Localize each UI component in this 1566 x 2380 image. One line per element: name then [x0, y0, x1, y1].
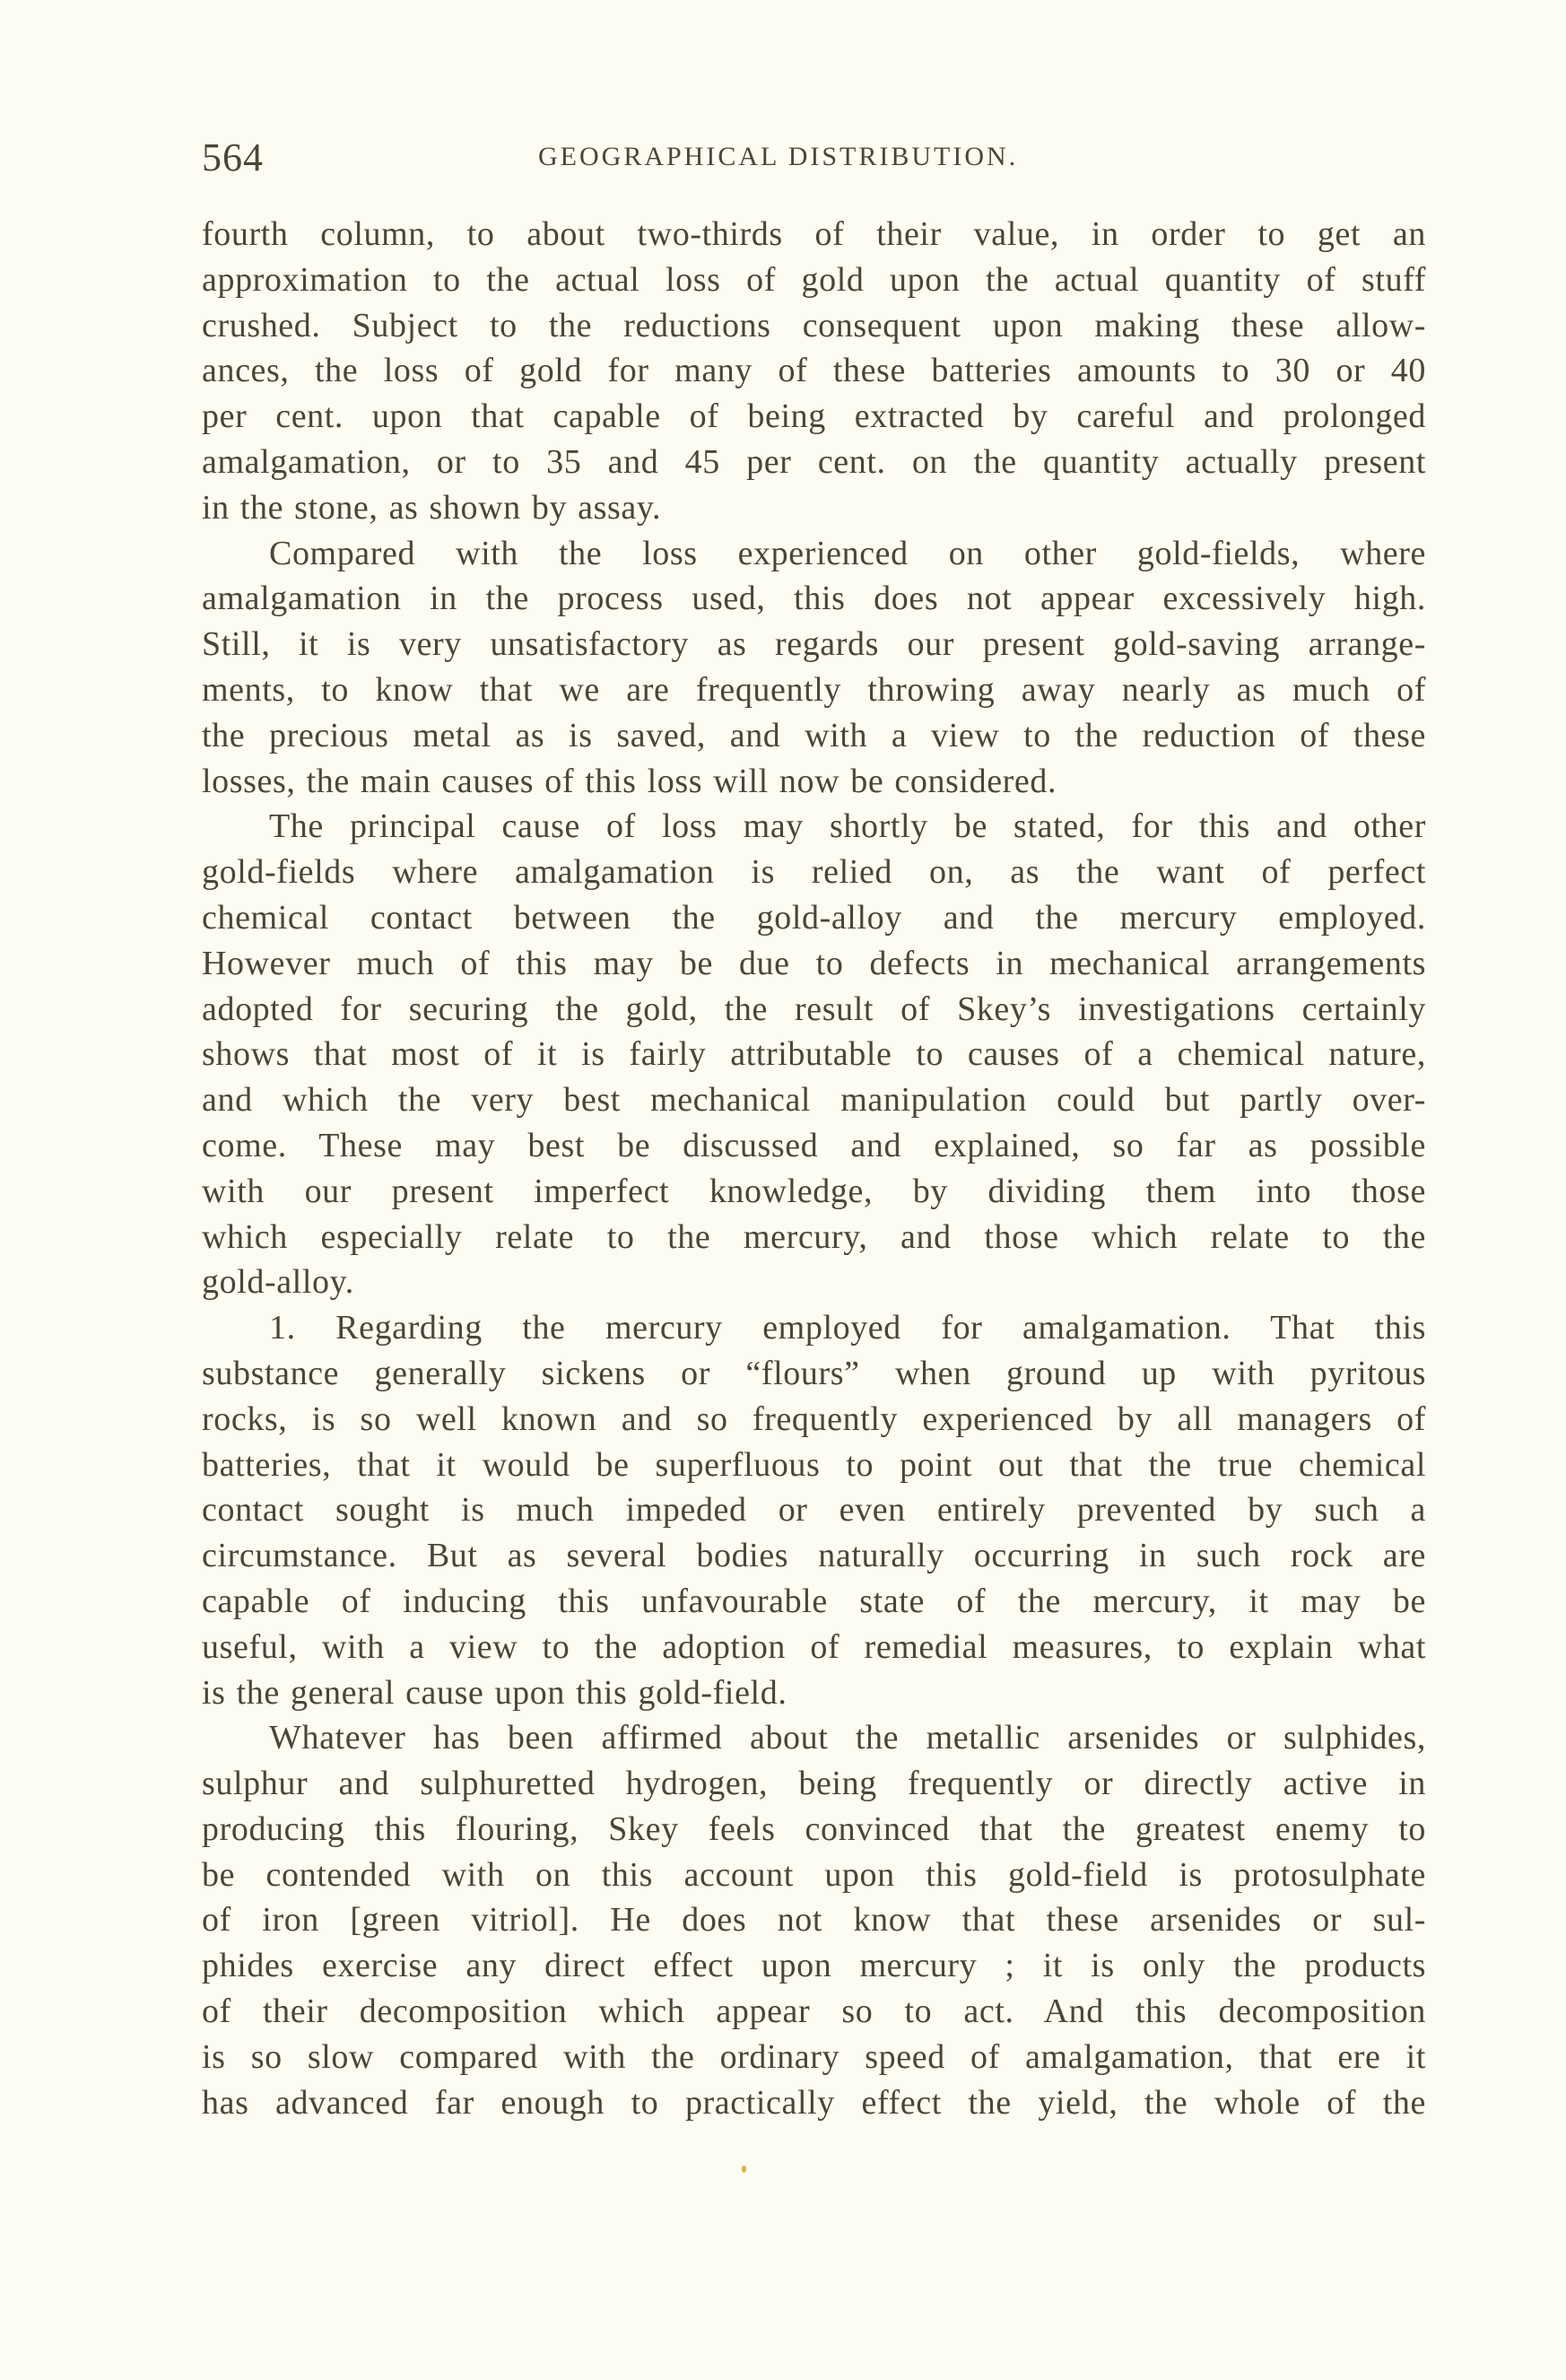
text-line: and which the very best mechanical manipulation could but partly over- — [202, 1081, 1426, 1120]
text-line: fourth column, to about two-thirds of their value, in order to get an — [202, 215, 1426, 253]
text-line: approximation to the actual loss of gold upon the actual quantity of stuff — [202, 260, 1426, 299]
text-line: crushed. Subject to the reductions consequent upon making these allow- — [202, 306, 1426, 344]
paragraph — [202, 804, 1426, 1305]
text-line: the precious metal as is saved, and with a view to the reduction of these — [202, 716, 1426, 754]
text-line: Compared with the loss experienced on other gold-fields, where — [269, 534, 1426, 572]
paper-stain — [742, 2166, 746, 2173]
text-line: ments, to know that we are frequently throwing away nearly as much of — [202, 670, 1426, 709]
page-header — [202, 135, 1426, 188]
text-line: producing this flouring, Skey feels convinced that the greatest enemy to — [202, 1809, 1426, 1848]
text-line: The principal cause of loss may shortly be stated, for this and other — [269, 807, 1426, 846]
text-line: of iron [green vitriol]. He does not know that these arsenides or sul- — [202, 1901, 1426, 1940]
text-line: which especially relate to the mercury, and those which relate to the — [202, 1217, 1426, 1256]
text-line: with our present imperfect knowledge, by dividing them into those — [202, 1172, 1426, 1210]
text-line: ances, the loss of gold for many of these batteries amounts to 30 or 40 — [202, 352, 1426, 390]
text-line: of their decomposition which appear so to act. And this decomposition — [202, 1992, 1426, 2031]
text-line: substance generally sickens or “flours” when ground up with pyritous — [202, 1354, 1426, 1392]
text-line: rocks, is so well known and so frequently experienced by all managers of — [202, 1399, 1426, 1438]
text-line: phides exercise any direct effect upon mercury ; it is only the products — [202, 1947, 1426, 1985]
body-text — [202, 212, 1426, 2125]
text-line: per cent. upon that capable of being extracted by careful and prolonged — [202, 397, 1426, 436]
text-line: gold-alloy. — [202, 1263, 354, 1302]
paragraph — [202, 1305, 1426, 1715]
text-line: come. These may best be discussed and explained, so far as possible — [202, 1126, 1426, 1164]
text-line: 1. Regarding the mercury employed for amalgamation. That this — [269, 1309, 1426, 1347]
text-line: is the general cause upon this gold-field. — [202, 1673, 787, 1712]
page-number: 564 — [202, 135, 264, 179]
paragraph — [202, 531, 1426, 805]
text-line: capable of inducing this unfavourable state of the mercury, it may be — [202, 1582, 1426, 1620]
text-line: contact sought is much impeded or even entirely prevented by such a — [202, 1491, 1426, 1530]
text-line: sulphur and sulphuretted hydrogen, being frequently or directly active in — [202, 1765, 1426, 1803]
text-line: gold-fields where amalgamation is relied on, as the want of perfect — [202, 853, 1426, 892]
running-head: GEOGRAPHICAL DISTRIBUTION. — [538, 142, 1019, 171]
text-line: chemical contact between the gold-alloy and the mercury employed. — [202, 898, 1426, 937]
text-line: be contended with on this account upon this gold-field is protosulphate — [202, 1855, 1426, 1894]
text-line: amalgamation, or to 35 and 45 per cent. on the quantity actually present — [202, 442, 1426, 481]
text-line: batteries, that it would be superfluous to point out that the true chemical — [202, 1445, 1426, 1484]
text-line: in the stone, as shown by assay. — [202, 488, 662, 527]
text-line: Whatever has been affirmed about the metallic arsenides or sulphides, — [269, 1719, 1426, 1757]
text-line: shows that most of it is fairly attributable to causes of a chemical nature, — [202, 1035, 1426, 1074]
text-line: Still, it is very unsatisfactory as regards our present gold-saving arrange- — [202, 625, 1426, 664]
text-line: However much of this may be due to defects in mechanical arrangements — [202, 944, 1426, 982]
paragraph — [202, 212, 1426, 531]
paragraph — [202, 1715, 1426, 2125]
text-line: amalgamation in the process used, this does not appear excessively high. — [202, 580, 1426, 618]
text-line: losses, the main causes of this loss will now be considered. — [202, 762, 1057, 800]
text-line: is so slow compared with the ordinary speed of amalgamation, that ere it — [202, 2037, 1426, 2076]
text-line: has advanced far enough to practically effect the yield, the whole of the — [202, 2083, 1426, 2122]
text-line: useful, with a view to the adoption of remedial measures, to explain what — [202, 1627, 1426, 1666]
text-line: adopted for securing the gold, the result of Skey’s investigations certainly — [202, 989, 1426, 1028]
text-line: circumstance. But as several bodies naturally occurring in such rock are — [202, 1537, 1426, 1575]
